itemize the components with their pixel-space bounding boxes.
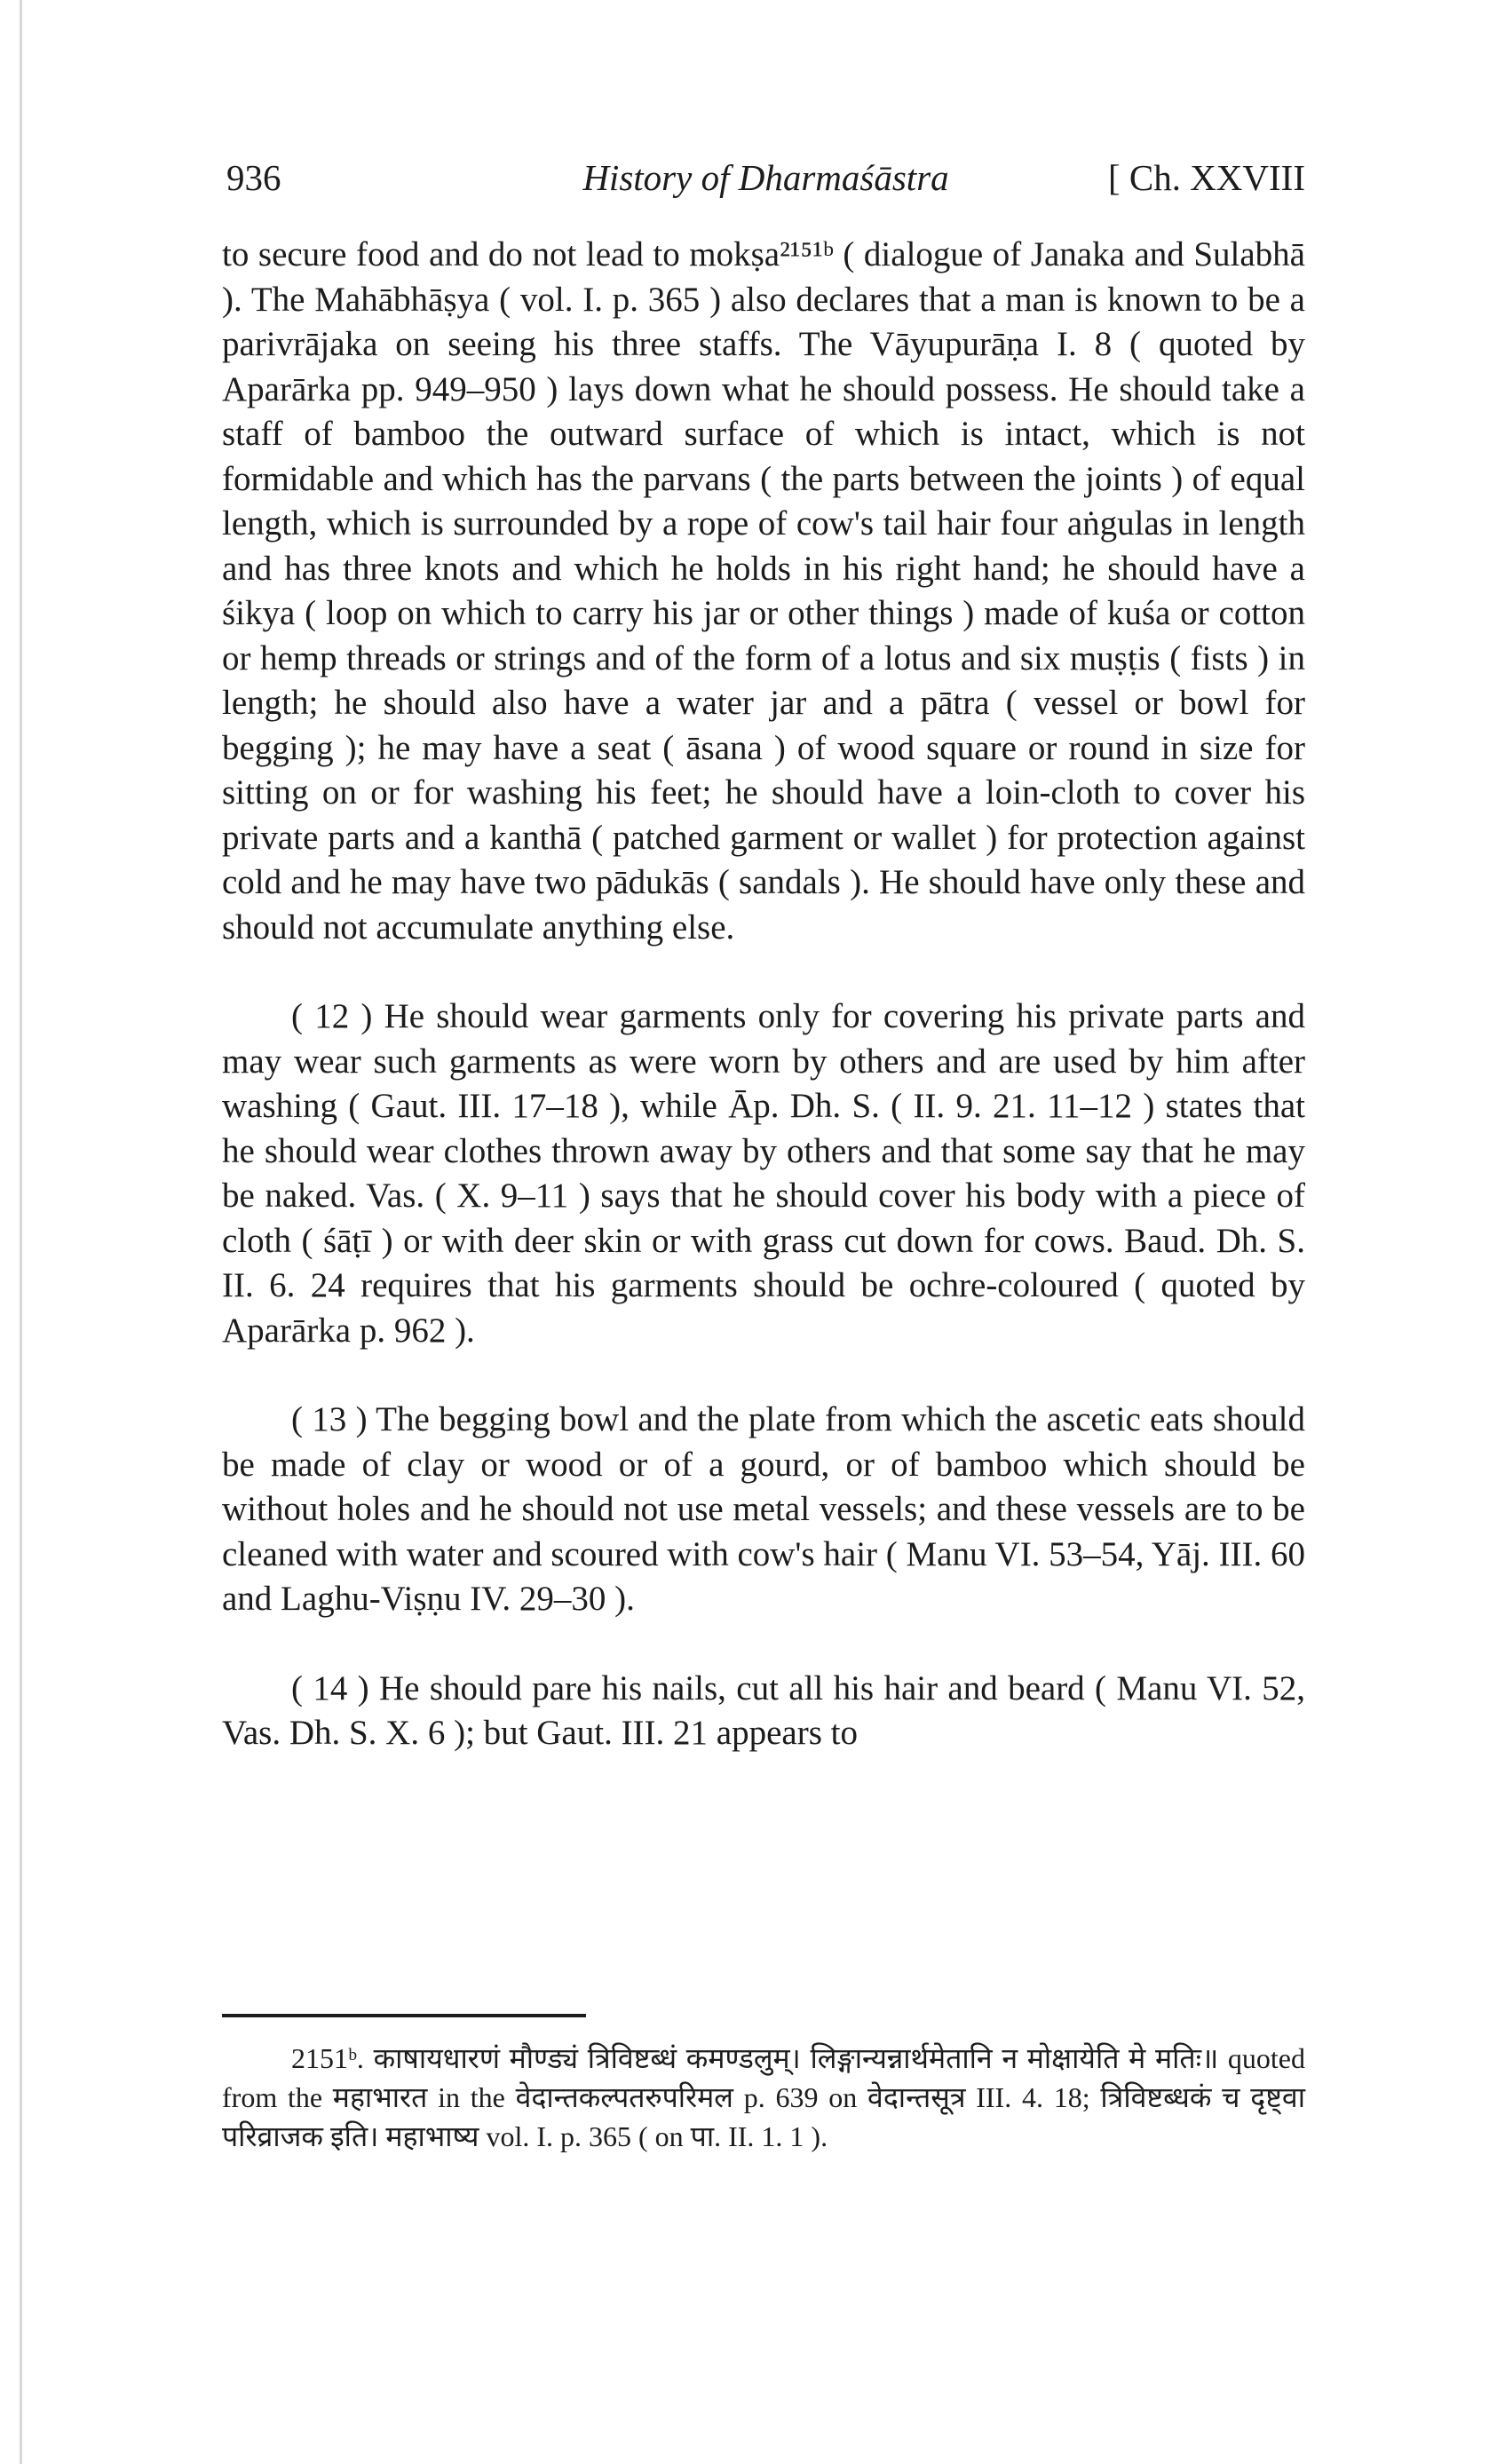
page-header [226, 156, 1305, 210]
footnote-rule [222, 2014, 586, 2017]
paragraph-continued: to secure food and do not lead to mokṣa²¹⁵¹ᵇ ( dialogue of Janaka and Sulabhā ). The Mahābhāṣya ( vol. I. p. 365 ) also declares that a man is known to be a parivrājaka on seeing his three staffs. The Vāyupurāṇa I. 8 ( quoted by Aparārka pp. 949–950 ) lays down what he should possess. He should take a staff of bamboo the outward surface of which is intact, which is not formidable and which has the parvans ( the parts between the joints ) of equal length, which is surrounded by a rope of cow's tail hair four aṅgulas in length and has three knots and which he holds in his right hand; he should have a śikya ( loop on which to carry his jar or other things ) made of kuśa or cotton or hemp threads or strings and of the form of a lotus and six muṣṭis ( fists ) in length; he should also have a water jar and a pātra ( vessel or bowl for begging ); he may have a seat ( āsana ) of wood square or round in size for sitting on or for washing his feet; he should have a loin-cloth to cover his private parts and a kanthā ( patched garment or wallet ) for protection against cold and he may have two pādukās ( sandals ). He should have only these and should not accumulate anything else. [222, 235, 1305, 947]
chapter-reference: [ Ch. XXVIII [1107, 157, 1305, 198]
footnote-2151b: 2151ᵇ. काषायधारणं मौण्ड्यं त्रिविष्टब्धं कमण्डलुम्। लिङ्गान्यन्नार्थमेतानि न मोक्षायेति मे मतिः॥ quoted from the महाभारत in the वेदान्तकल्पतरुपरिमल p. 639 on वेदान्तसूत्र III. 4. 18; त्रिविष्टब्धकं च दृष्ट्वा परिव्राजक इति। महाभाष्य vol. I. p. 365 ( on पा. II. 1. 1 ). [222, 2042, 1305, 2152]
paragraph-13: ( 13 ) The begging bowl and the plate from which the ascetic eats should be made of clay or wood or of a gourd, or of bamboo which should be without holes and he should not use metal vessels; and these vessels are to be cleaned with water and scoured with cow's hair ( Manu VI. 53–54, Yāj. III. 60 and Laghu-Viṣṇu IV. 29–30 ). [222, 1400, 1306, 1618]
running-title: History of Dharmaśāstra [582, 157, 949, 198]
paragraph-12: ( 12 ) He should wear garments only for covering his private parts and may wear such garments as were worn by others and are used by him after washing ( Gaut. III. 17–18 ), while Āp. Dh. S. ( II. 9. 21. 11–12 ) states that he should wear clothes thrown away by others and that some say that he may be naked. Vas. ( X. 9–11 ) says that he should cover his body with a piece of cloth ( śāṭī ) or with deer skin or with grass cut down for cows. Baud. Dh. S. II. 6. 24 requires that his garments should be ochre-coloured ( quoted by Aparārka p. 962 ). [222, 997, 1305, 1350]
page-number: 936 [226, 157, 281, 198]
page-edge-line [20, 0, 22, 2464]
paragraph-14: ( 14 ) He should pare his nails, cut all his hair and beard ( Manu VI. 52, Vas. Dh. S. X. 6 ); but Gaut. III. 21 appears to [222, 1668, 1305, 1752]
body-text [222, 233, 1305, 1756]
footnote [222, 2039, 1305, 2156]
